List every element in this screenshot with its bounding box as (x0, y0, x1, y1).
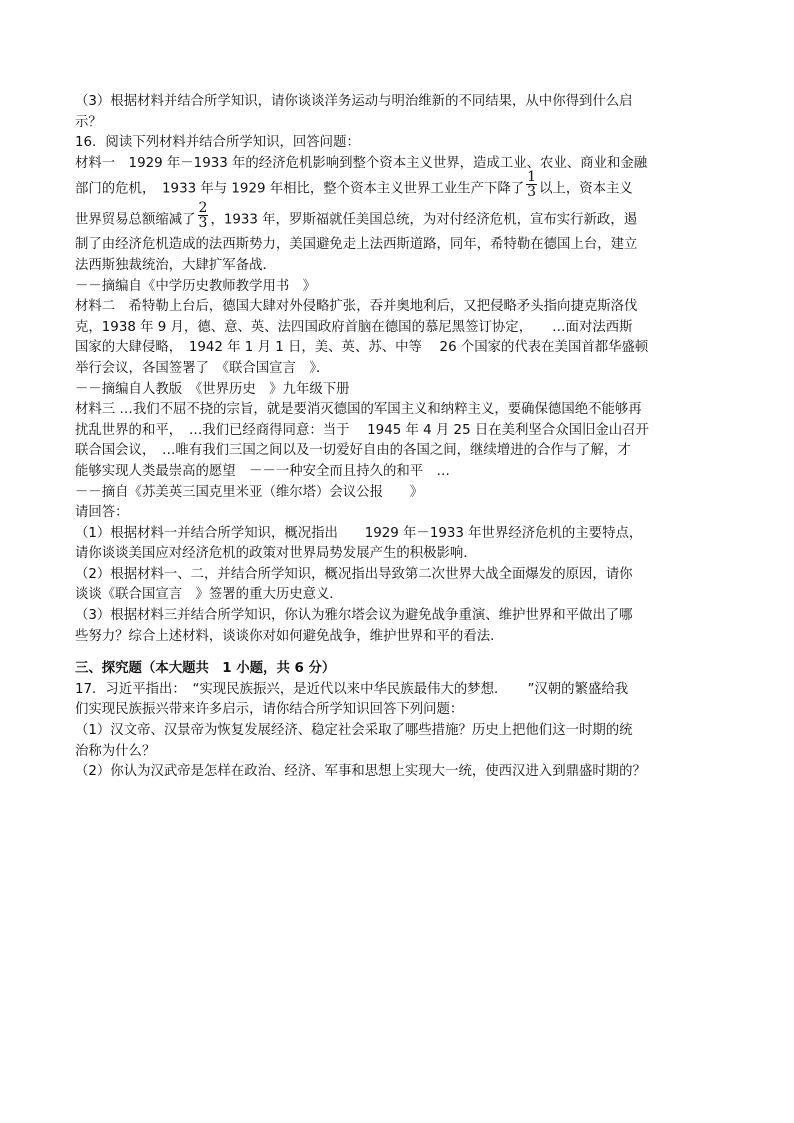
question-16-intro: 16．阅读下列材料并结合所学知识，回答问题： (75, 135, 360, 151)
document-body (75, 92, 740, 783)
answer-prompt: 请回答： (75, 505, 129, 521)
material-1-text: 部门的危机， 1933 年与 1929 年相比，整个资本主义世界工业生产下降了 (75, 181, 525, 197)
fraction-numerator: 1 (527, 169, 537, 186)
question-17-1-line1: （1）汉文帝、汉景帝为恢复发展经济、稳定社会采取了哪些措施？历史上把他们这一时期的统 (75, 723, 633, 739)
material-2-line: 举行会议，各国签署了 《联合国宣言 》． (75, 360, 330, 376)
question-17-2: （2）你认为汉武帝是怎样在政治、经济、军事和思想上实现大一统，使西汉进入到鼎盛时期的？ (75, 764, 646, 780)
material-3-source: －－摘自《苏美英三国克里米亚（维尔塔）会议公报 》 (75, 484, 424, 500)
material-1-text: 以上，资本主义 (539, 181, 633, 197)
material-1-source: －－摘编自《中学历史教师教学用书 》 (75, 278, 317, 294)
question-16-2-line1: （2）根据材料一、二，并结合所学知识，概况指出导致第二次世界大战全面爆发的原因，请你 (75, 566, 633, 582)
question-15-3-line2: 示？ (75, 114, 102, 130)
material-1-line (75, 199, 740, 236)
fraction-two-thirds (198, 201, 209, 230)
material-3-line: 能够实现人类最崇高的愿望 －－一种安全而且持久的和平 … (75, 463, 450, 479)
material-1-line: 制了由经济危机造成的法西斯势力，美国避免走上法西斯道路，同年，希特勒在德国上台，建立 (75, 237, 638, 253)
material-1-text: ，1933 年，罗斯福就任美国总统，为对付经济危机，宣布实行新政，遏 (210, 212, 638, 228)
fraction-denominator: 3 (527, 184, 537, 201)
fraction-one-third (526, 170, 537, 199)
material-1-line: 材料一 1929 年－1933 年的经济危机影响到整个资本主义世界，造成工业、农业、商业和金融 (75, 155, 648, 171)
question-16-1-line2: 请你谈谈美国应对经济危机的政策对世界局势发展产生的积极影响． (75, 546, 477, 562)
question-15-3-line1: （3）根据材料并结合所学知识，请你谈谈洋务运动与明治维新的不同结果，从中你得到什么启 (75, 94, 633, 109)
question-16-3-line1: （3）根据材料三并结合所学知识，你认为雅尔塔会议为避免战争重演、维护世界和平做出了哪 (75, 608, 633, 624)
material-1-line: 法西斯独裁统治，大肆扩军备战． (75, 257, 276, 273)
question-17-line1: 17．习近平指出： “实现民族振兴，是近代以来中华民族最伟大的梦想． ”汉朝的繁盛给我 (75, 681, 629, 697)
material-2-line: 国家的大肆侵略， 1942 年 1 月 1 日，美、英、苏、中等 26 个国家的代表在美国首都华盛顿 (75, 340, 649, 356)
question-17-1-line2: 治称为什么？ (75, 743, 156, 759)
material-1-line (75, 169, 740, 205)
question-16-3-line2: 些努力？综合上述材料，谈谈你对如何避免战争，维护世界和平的看法． (75, 628, 504, 644)
material-2-source: －－摘编自人教版 《世界历史 》九年级下册 (75, 381, 350, 397)
material-3-line: 扰乱世界的和平， …我们已经商得同意：当于 1945 年 4 月 25 日在美利坚合众国旧金山召开 (75, 422, 649, 438)
question-16-2-line2: 谈谈《联合国宣言 》签署的重大历史意义． (75, 587, 343, 603)
fraction-numerator: 2 (198, 199, 208, 216)
material-2-line: 克，1938 年 9 月，德、意、英、法四国政府首脑在德国的慕尼黑签订协定， …面对法西斯 (75, 319, 633, 335)
material-1-text: 世界贸易总额缩减了 (75, 212, 196, 228)
fraction-denominator: 3 (198, 214, 208, 231)
material-1 (75, 154, 740, 297)
question-17-line2: 们实现民族振兴带来许多启示，请你结合所学知识回答下列问题： (75, 702, 464, 718)
section-3-title: 三、探究题（本大题共 1 小题，共 6 分） (75, 661, 336, 677)
question-16-1-line1: （1）根据材料一并结合所学知识，概况指出 1929 年－1933 年世界经济危机的主要特点， (75, 525, 643, 541)
material-3 (75, 400, 740, 503)
material-2-line: 材料二 希特勒上台后，德国大肆对外侵略扩张，吞并奥地利后，又把侵略矛头指向捷克斯洛伐 (75, 299, 638, 315)
material-2 (75, 297, 740, 400)
material-3-line: 联合国会议， …唯有我们三国之间以及一切爱好自由的各国之间，继续增进的合作与了解，才 (75, 443, 631, 459)
material-3-line: 材料三 …我们不屈不挠的宗旨，就是要消灭德国的军国主义和纳粹主义，要确保德国绝不能够再 (75, 402, 642, 418)
